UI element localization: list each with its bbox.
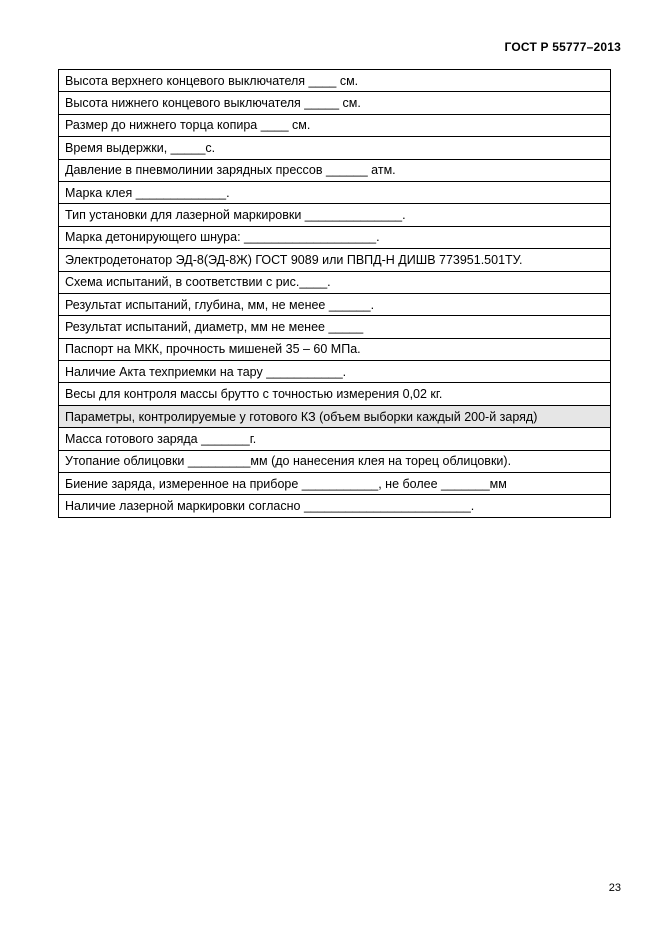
table-row — [59, 293, 611, 315]
table-cell: Высота верхнего концевого выключателя ____ см. — [59, 70, 611, 92]
table-row — [59, 473, 611, 495]
table-row — [59, 383, 611, 405]
table-row — [59, 181, 611, 203]
table-cell: Марка клея _____________. — [59, 181, 611, 203]
table-cell: Марка детонирующего шнура: ___________________. — [59, 226, 611, 248]
document-code: ГОСТ Р 55777–2013 — [504, 40, 621, 54]
table-row — [59, 361, 611, 383]
table-row — [59, 450, 611, 472]
table-cell: Наличие Акта техприемки на тару ___________. — [59, 361, 611, 383]
section-header-cell: Параметры, контролируемые у готового КЗ (объем выборки каждый 200-й заряд) — [59, 405, 611, 427]
table-row — [59, 316, 611, 338]
table-cell: Биение заряда, измеренное на приборе ___________, не более _______мм — [59, 473, 611, 495]
table-row — [59, 271, 611, 293]
table-cell: Паспорт на МКК, прочность мишеней 35 – 60 МПа. — [59, 338, 611, 360]
table-cell: Результат испытаний, диаметр, мм не менее _____ — [59, 316, 611, 338]
table-cell: Тип установки для лазерной маркировки ______________. — [59, 204, 611, 226]
table-cell: Электродетонатор ЭД-8(ЭД-8Ж) ГОСТ 9089 или ПВПД-Н ДИШВ 773951.501ТУ. — [59, 249, 611, 271]
table-row — [59, 226, 611, 248]
table-cell: Наличие лазерной маркировки согласно ________________________. — [59, 495, 611, 517]
table-row — [59, 92, 611, 114]
table-row — [59, 249, 611, 271]
table-cell: Схема испытаний, в соответствии с рис.____. — [59, 271, 611, 293]
table-cell: Высота нижнего концевого выключателя _____ см. — [59, 92, 611, 114]
table-row — [59, 70, 611, 92]
table-cell: Давление в пневмолинии зарядных прессов ______ атм. — [59, 159, 611, 181]
table-row — [59, 428, 611, 450]
table-row — [59, 114, 611, 136]
table-row — [59, 204, 611, 226]
table-row — [59, 495, 611, 517]
page-number: 23 — [608, 882, 621, 894]
table-cell: Размер до нижнего торца копира ____ см. — [59, 114, 611, 136]
table-cell: Масса готового заряда _______г. — [59, 428, 611, 450]
inspection-parameters-table — [58, 69, 611, 518]
table-cell: Время выдержки, _____с. — [59, 137, 611, 159]
table-cell: Результат испытаний, глубина, мм, не менее ______. — [59, 293, 611, 315]
section-header-row — [59, 405, 611, 427]
table-cell: Весы для контроля массы брутто с точностью измерения 0,02 кг. — [59, 383, 611, 405]
table-row — [59, 338, 611, 360]
table-row — [59, 137, 611, 159]
table-cell: Утопание облицовки _________мм (до нанесения клея на торец облицовки). — [59, 450, 611, 472]
table-row — [59, 159, 611, 181]
